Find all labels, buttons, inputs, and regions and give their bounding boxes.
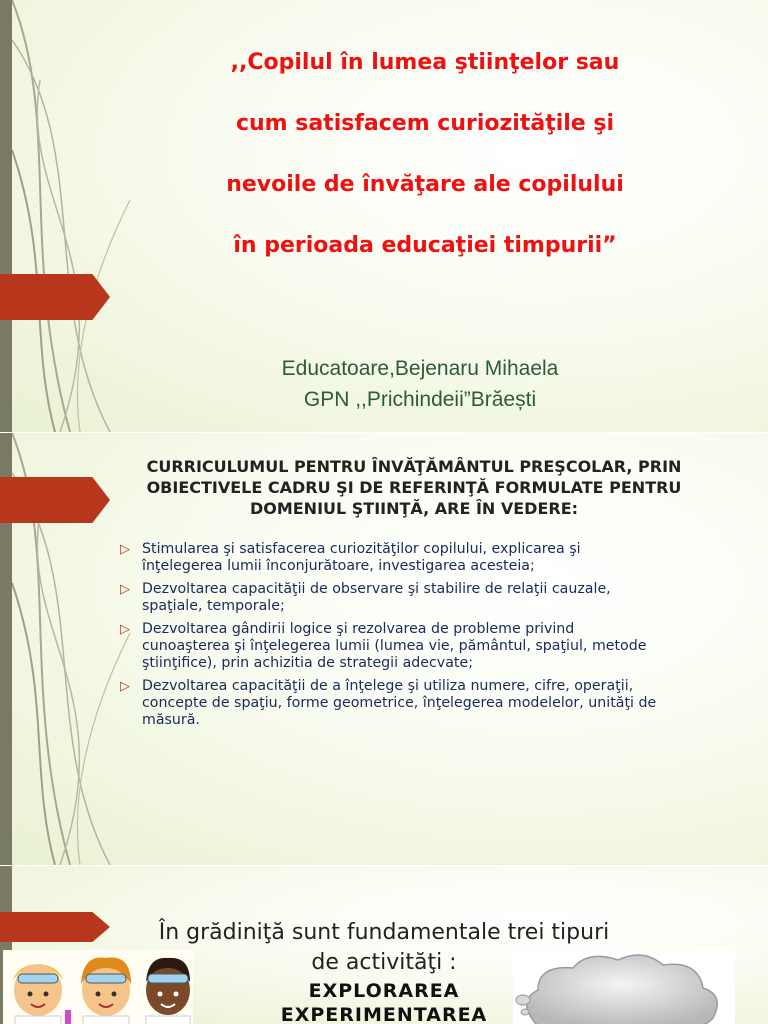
slide-curriculum [0, 433, 768, 865]
sidebar-bar [0, 0, 12, 432]
author-name: Educatoare,Bejenaru Mihaela [281, 357, 559, 380]
list-item [120, 581, 660, 615]
cloud-illustration [513, 950, 735, 1024]
curriculum-heading: CURRICULUMUL PENTRU ÎNVĂŢĂMÂNTUL PREŞCOLAR, PRIN OBIECTIVELE CADRU ŞI DE REFERINŢĂ FORMULATE PENTRU DOMENIUL ŞTIINŢĂ, ARE ÎN VEDERE: [146, 457, 682, 518]
arrow-accent [0, 912, 110, 942]
list-item-text: Stimularea şi satisfacerea curiozităţilor copilului, explicarea şi înţelegerea lumii înconjurătoare, investigarea acesteia; [142, 541, 581, 574]
triangle-bullet-icon: ▷ [120, 622, 130, 637]
objectives-list [120, 541, 660, 735]
scientist-kids-illustration [3, 950, 193, 1024]
activity-exploration: EXPLORAREA [308, 980, 460, 1002]
arrow-accent [0, 477, 110, 523]
list-item [120, 541, 660, 575]
activities-intro-line-1: În grădiniţă sunt fundamentale trei tipuri [158, 920, 610, 945]
slide-activities [0, 866, 768, 1024]
title-line-4: în perioada educaţiei timpurii” [233, 233, 617, 258]
activity-experimentation: EXPERIMENTAREA [280, 1004, 488, 1024]
list-item [120, 621, 660, 672]
list-item [120, 678, 660, 729]
activities-intro-line-2: de activităţi : [311, 950, 457, 975]
triangle-bullet-icon: ▷ [120, 679, 130, 694]
slide-title [0, 0, 768, 432]
triangle-bullet-icon: ▷ [120, 542, 130, 557]
list-item-text: Dezvoltarea gândirii logice şi rezolvarea de probleme privind cunoaşterea şi înţelegerea lumii (lumea vie, pământul, spaţiul, metode ştiinţifice), prin achizitia de strategii adecvate; [142, 621, 647, 671]
title-line-1: ,,Copilul în lumea ştiinţelor sau [230, 50, 620, 75]
list-item-text: Dezvoltarea capacităţii de observare şi stabilire de relaţii cauzale, spaţiale, temporale; [142, 581, 611, 614]
list-item-text: Dezvoltarea capacităţii de a înţelege şi utiliza numere, cifre, operaţii, concepte de spaţiu, forme geometrice, înţelegerea modelelor, unităţi de măsură. [142, 678, 657, 728]
arrow-accent [0, 274, 110, 320]
triangle-bullet-icon: ▷ [120, 582, 130, 597]
title-line-3: nevoile de învăţare ale copilului [226, 172, 624, 197]
title-line-2: cum satisfacem curiozităţile şi [235, 111, 615, 136]
institution-name: GPN ,,Prichindeii”Brăești [303, 388, 537, 411]
